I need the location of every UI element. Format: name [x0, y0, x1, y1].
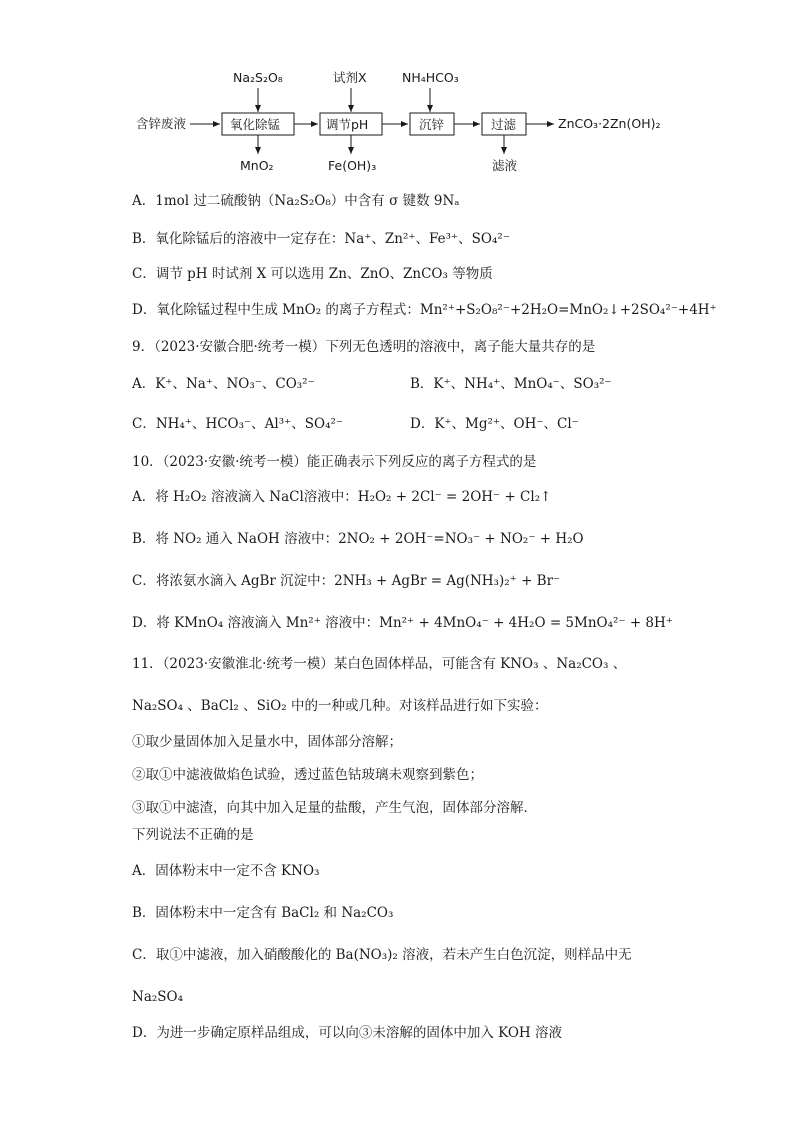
input-na2s2o8: Na₂S₂O₈	[233, 70, 283, 85]
step-adjust-ph-box	[320, 113, 382, 135]
flow-start: 含锌废液	[136, 116, 187, 131]
step-filter: 过滤	[491, 117, 517, 132]
step-precipitate: 沉锌	[419, 117, 445, 132]
q9-option-c: C．NH₄⁺、HCO₃⁻、Al³⁺、SO₄²⁻	[132, 416, 344, 432]
q10-option-d: D．将 KMnO₄ 溶液滴入 Mn²⁺ 溶液中：Mn²⁺ + 4MnO₄⁻ + 4H₂O = 5MnO₄²⁻ + 8H⁺	[132, 615, 673, 631]
q9-option-a: A．K⁺、Na⁺、NO₃⁻、CO₃²⁻	[132, 376, 315, 392]
q9-stem: 9．（2023·安徽合肥·统考一模）下列无色透明的溶液中，离子能大量共存的是	[132, 339, 596, 355]
q11-question: 下列说法不正确的是	[132, 827, 254, 843]
q8-option-a: A．1mol 过二硫酸钠（Na₂S₂O₈）中含有 σ 键数 9Nₐ	[132, 193, 460, 209]
q9-option-d: D．K⁺、Mg²⁺、OH⁻、Cl⁻	[410, 416, 579, 432]
output-filtrate: 滤液	[492, 158, 518, 173]
flow-end: ZnCO₃·2Zn(OH)₂	[558, 116, 661, 131]
q8-option-b: B．氧化除锰后的溶液中一定存在：Na⁺、Zn²⁺、Fe³⁺、SO₄²⁻	[132, 231, 510, 247]
q11-step-3: ③取①中滤渣，向其中加入足量的盐酸，产生气泡，固体部分溶解．	[132, 800, 537, 816]
q8-option-c: C．调节 pH 时试剂 X 可以选用 Zn、ZnO、ZnCO₃ 等物质	[132, 266, 493, 282]
q11-option-a: A．固体粉末中一定不含 KNO₃	[132, 863, 320, 879]
q11-step-1: ①取少量固体加入足量水中，固体部分溶解；	[132, 734, 402, 750]
step-adjust-ph: 调节pH	[326, 117, 369, 132]
q11-stem-line2: Na₂SO₄ 、BaCl₂ 、SiO₂ 中的一种或几种。对该样品进行如下实验：	[132, 698, 548, 714]
step-oxidize: 氧化除锰	[230, 117, 281, 132]
q10-stem: 10．（2023·安徽·统考一模）能正确表示下列反应的离子方程式的是	[132, 454, 537, 470]
output-feoh3: Fe(OH)₃	[328, 158, 377, 173]
input-nh4hco3: NH₄HCO₃	[402, 70, 459, 85]
q10-option-a: A．将 H₂O₂ 溶液滴入 NaCl溶液中：H₂O₂ + 2Cl⁻ = 2OH⁻ + Cl₂↑	[132, 489, 552, 505]
q10-option-b: B．将 NO₂ 通入 NaOH 溶液中：2NO₂ + 2OH⁻=NO₃⁻ + NO₂⁻ + H₂O	[132, 531, 584, 547]
q11-step-2: ②取①中滤液做焰色试验，透过蓝色钴玻璃未观察到紫色；	[132, 767, 483, 783]
q11-option-d: D．为进一步确定原样品组成，可以向③未溶解的固体中加入 KOH 溶液	[132, 1025, 562, 1041]
q11-option-c-line2: Na₂SO₄	[132, 989, 184, 1005]
process-flow-diagram	[130, 62, 690, 182]
output-mno2: MnO₂	[240, 158, 274, 173]
step-filter-box	[482, 113, 526, 135]
q11-option-b: B．固体粉末中一定含有 BaCl₂ 和 Na₂CO₃	[132, 905, 394, 921]
q8-option-d: D．氧化除锰过程中生成 MnO₂ 的离子方程式：Mn²⁺+S₂O₈²⁻+2H₂O=MnO₂↓+2SO₄²⁻+4H⁺	[132, 302, 717, 318]
step-precipitate-box	[410, 113, 454, 135]
input-reagent-x: 试剂X	[333, 70, 367, 85]
q11-option-c-line1: C．取①中滤液，加入硝酸酸化的 Ba(NO₃)₂ 溶液，若未产生白色沉淀，则样品中无	[132, 947, 632, 963]
step-oxidize-box	[222, 113, 294, 135]
q11-stem-line1: 11．（2023·安徽淮北·统考一模）某白色固体样品，可能含有 KNO₃ 、Na₂CO₃ 、	[132, 656, 627, 672]
q9-option-b: B．K⁺、NH₄⁺、MnO₄⁻、SO₃²⁻	[410, 376, 612, 392]
q10-option-c: C．将浓氨水滴入 AgBr 沉淀中：2NH₃ + AgBr = Ag(NH₃)₂⁺ + Br⁻	[132, 573, 561, 589]
